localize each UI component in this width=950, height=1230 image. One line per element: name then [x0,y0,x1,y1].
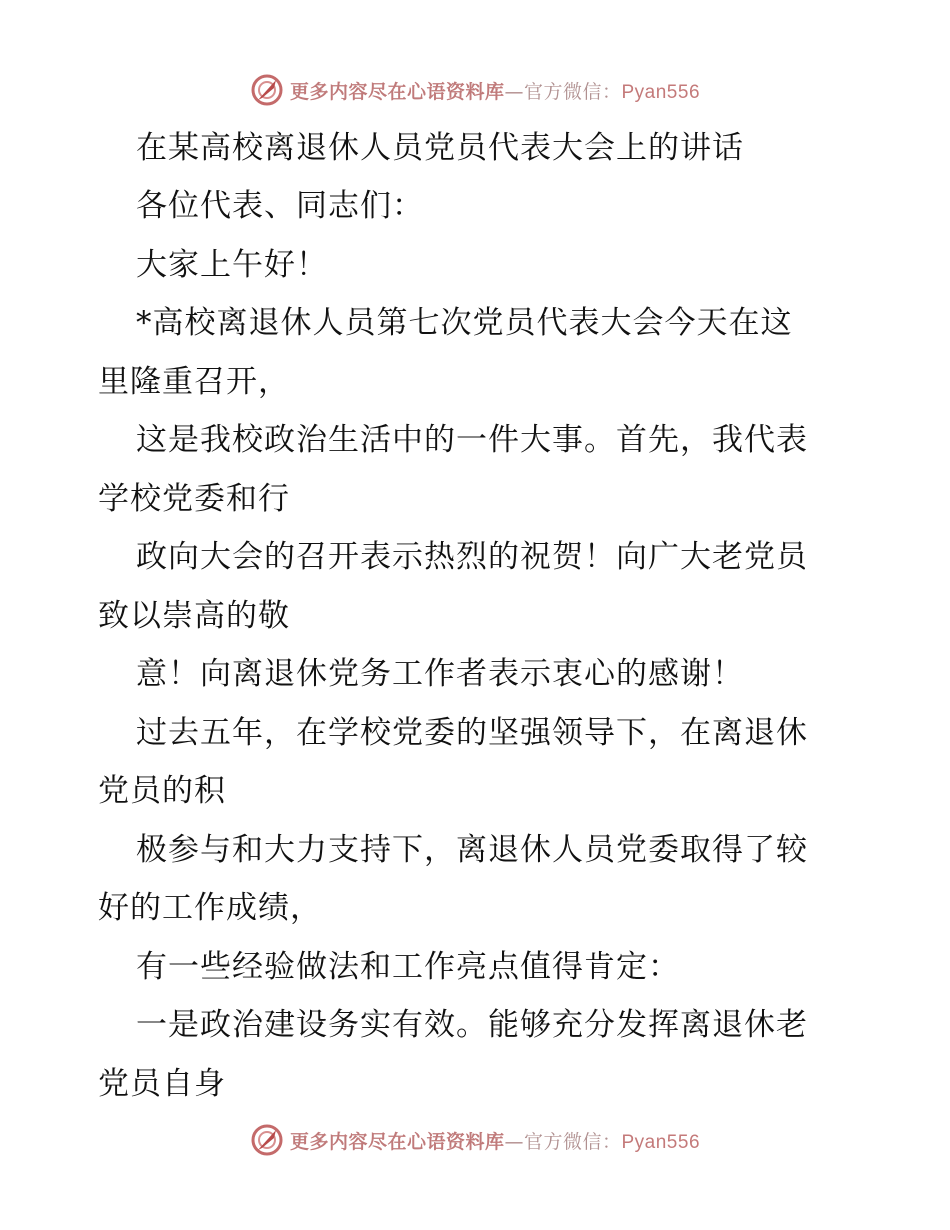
doc-line: 致以崇高的敬 [98,598,290,634]
doc-line: 里隆重召开， [98,364,290,400]
banner-wechat-label: 官方微信： [523,80,622,103]
doc-line: 一是政治建设务实有效。能够充分发挥离退休老 [136,1007,808,1043]
doc-line: 意！向离退休党务工作者表示衷心的感谢！ [136,656,744,692]
doc-line: 这是我校政治生活中的一件大事。首先，我代表 [136,422,808,458]
banner-separator: — [504,80,524,103]
doc-line: 各位代表、同志们： [136,188,424,224]
banner-title: 更多内容尽在心语资料库 [289,1130,505,1153]
quill-logo-icon [250,1123,284,1157]
banner-wechat-id: Pyan556 [621,1131,701,1153]
banner-separator: — [504,1130,524,1153]
doc-line: 政向大会的召开表示热烈的祝贺！向广大老党员 [136,539,808,575]
doc-title: 在某高校离退休人员党员代表大会上的讲话 [136,130,744,166]
doc-line: *高校离退休人员第七次党员代表大会今天在这 [136,305,793,341]
banner-wechat-id: Pyan556 [621,81,701,103]
doc-line: 极参与和大力支持下，离退休人员党委取得了较 [136,832,808,868]
doc-line: 大家上午好！ [136,247,328,283]
doc-line: 学校党委和行 [98,481,290,517]
doc-line: 党员自身 [98,1066,226,1102]
doc-line: 好的工作成绩， [98,890,322,926]
banner-title: 更多内容尽在心语资料库 [289,80,505,103]
banner-wechat-label: 官方微信： [523,1130,622,1153]
banner-text [290,1127,700,1154]
doc-line: 有一些经验做法和工作亮点值得肯定： [136,949,680,985]
doc-line: 党员的积 [98,773,226,809]
doc-line: 过去五年，在学校党委的坚强领导下，在离退休 [136,715,808,751]
footer-banner [0,1120,950,1160]
